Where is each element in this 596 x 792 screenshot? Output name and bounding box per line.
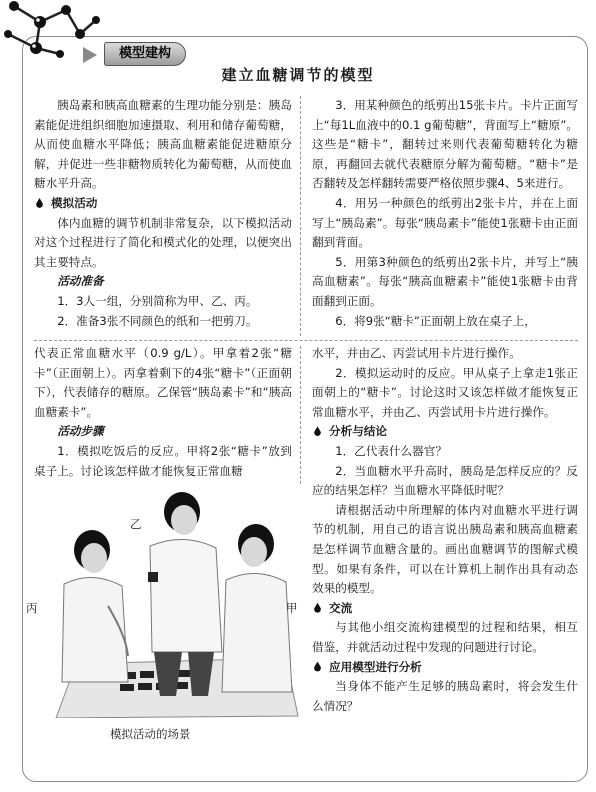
drop-icon [314,662,321,672]
drop-icon [36,198,43,208]
right-top-column [312,96,578,331]
prep-step-6: 6．将9张“糖卡”正面朝上放在桌子上， [335,313,536,328]
activity-paragraph: 体内血糖的调节机制非常复杂，以下模拟活动对这个过程进行了简化和模式化的处理，以便突出其主要特点。 [34,215,292,269]
question-2: 2．当血糖水平升高时，胰岛是怎样反应的？反应的结果怎样？当血糖水平降低时呢？ [312,463,578,498]
model-task: 请根据活动中所理解的体内对血糖水平进行调节的机制，用自己的语言说出胰岛素和胰高血糖素是怎样调节血糖含量的。画出血糖调节的图解式模型。如果有条件，可以在计算机上制作出具有动态效果的模型。 [312,502,578,596]
activity-photo [36,486,300,718]
column-divider-bottom [300,346,301,484]
left-top-column [34,96,292,331]
left-bottom-column [34,344,292,481]
prep-step-4: 4．用另一种颜色的纸剪出2张卡片，并在上面写上“胰岛素”。每张“胰岛素卡”能使1张糖卡由正面翻到背面。 [312,195,578,250]
heading-analysis: 分析与结论 [312,422,578,442]
prep-step-6-continued: 代表正常血糖水平（0.9 g/L）。甲拿着2张“糖卡”（正面朝上）。丙拿着剩下的4张“糖卡”（正面朝下），代表储存的糖原。乙保管“胰岛素卡”和“胰高血糖素卡”。 [34,346,292,419]
page-title: 建立血糖调节的模型 [221,66,375,84]
column-divider-top [300,96,301,336]
activity-step-1: 1．模拟吃饭后的反应。甲将2张“糖卡”放到桌子上。讨论该怎样做才能恢复正常血糖 [34,443,292,478]
prep-step-5: 5．用第3种颜色的纸剪出2张卡片，并写上“胰高血糖素”。每张“胰高血糖素卡”能使1张糖卡由背面翻到正面。 [312,254,578,308]
apply-question: 当身体不能产生足够的胰岛素时，将会发生什么情况？ [312,679,578,713]
heading-exchange: 交流 [312,599,578,619]
prep-step-2: 2．准备3张不同颜色的纸和一把剪刀。 [57,313,258,328]
heading-apply: 应用模型进行分析 [312,658,578,678]
photo-label-jia: 甲 [286,601,298,615]
row-divider [34,340,578,341]
heading-prepare: 活动准备 [57,274,104,289]
intro-paragraph: 胰岛素和胰高血糖素的生理功能分别是：胰岛素能促进组织细胞加速摄取、利用和储存葡萄糖，从而使血糖水平降低；胰高血糖素能促进糖原分解，并促进一些非糖物质转化为葡萄糖，从而使血糖水平升高。 [34,98,292,191]
section-tab: 模型建构 [104,42,186,66]
drop-icon [314,426,321,436]
right-bottom-column [312,344,578,716]
heading-steps: 活动步骤 [57,424,104,439]
photo-label-yi: 乙 [130,517,142,531]
drop-icon [314,603,321,613]
exchange-paragraph: 与其他小组交流构建模型的过程和结果，相互借鉴，并就活动过程中发现的问题进行讨论。 [312,620,578,654]
activity-step-1-continued: 水平，并由乙、丙尝试用卡片进行操作。 [312,346,521,360]
photo-caption: 模拟活动的场景 [110,727,191,741]
prep-step-3: 3．用某种颜色的纸剪出15张卡片。卡片正面写上“每1L血液中的0.1 g葡萄糖”，背面写上“糖原”。这些是“糖卡”，翻转过来则代表葡萄糖转化为糖原，再翻回去就代表糖原分解为葡萄糖。“糖卡”是否翻转及怎样翻转需要严格依照步骤4、5来进行。 [312,98,578,191]
prep-step-1: 1．3人一组，分别简称为甲、乙、丙。 [57,293,258,308]
activity-step-2: 2．模拟运动时的反应。甲从桌子上拿走1张正面朝上的“糖卡”。讨论这时又该怎样做才能恢复正常血糖水平，并由乙、丙尝试用卡片进行操作。 [312,365,578,419]
photo-label-bing: 丙 [26,601,38,615]
heading-activity: 模拟活动 [34,194,292,214]
question-1: 1．乙代表什么器官？ [335,443,447,458]
